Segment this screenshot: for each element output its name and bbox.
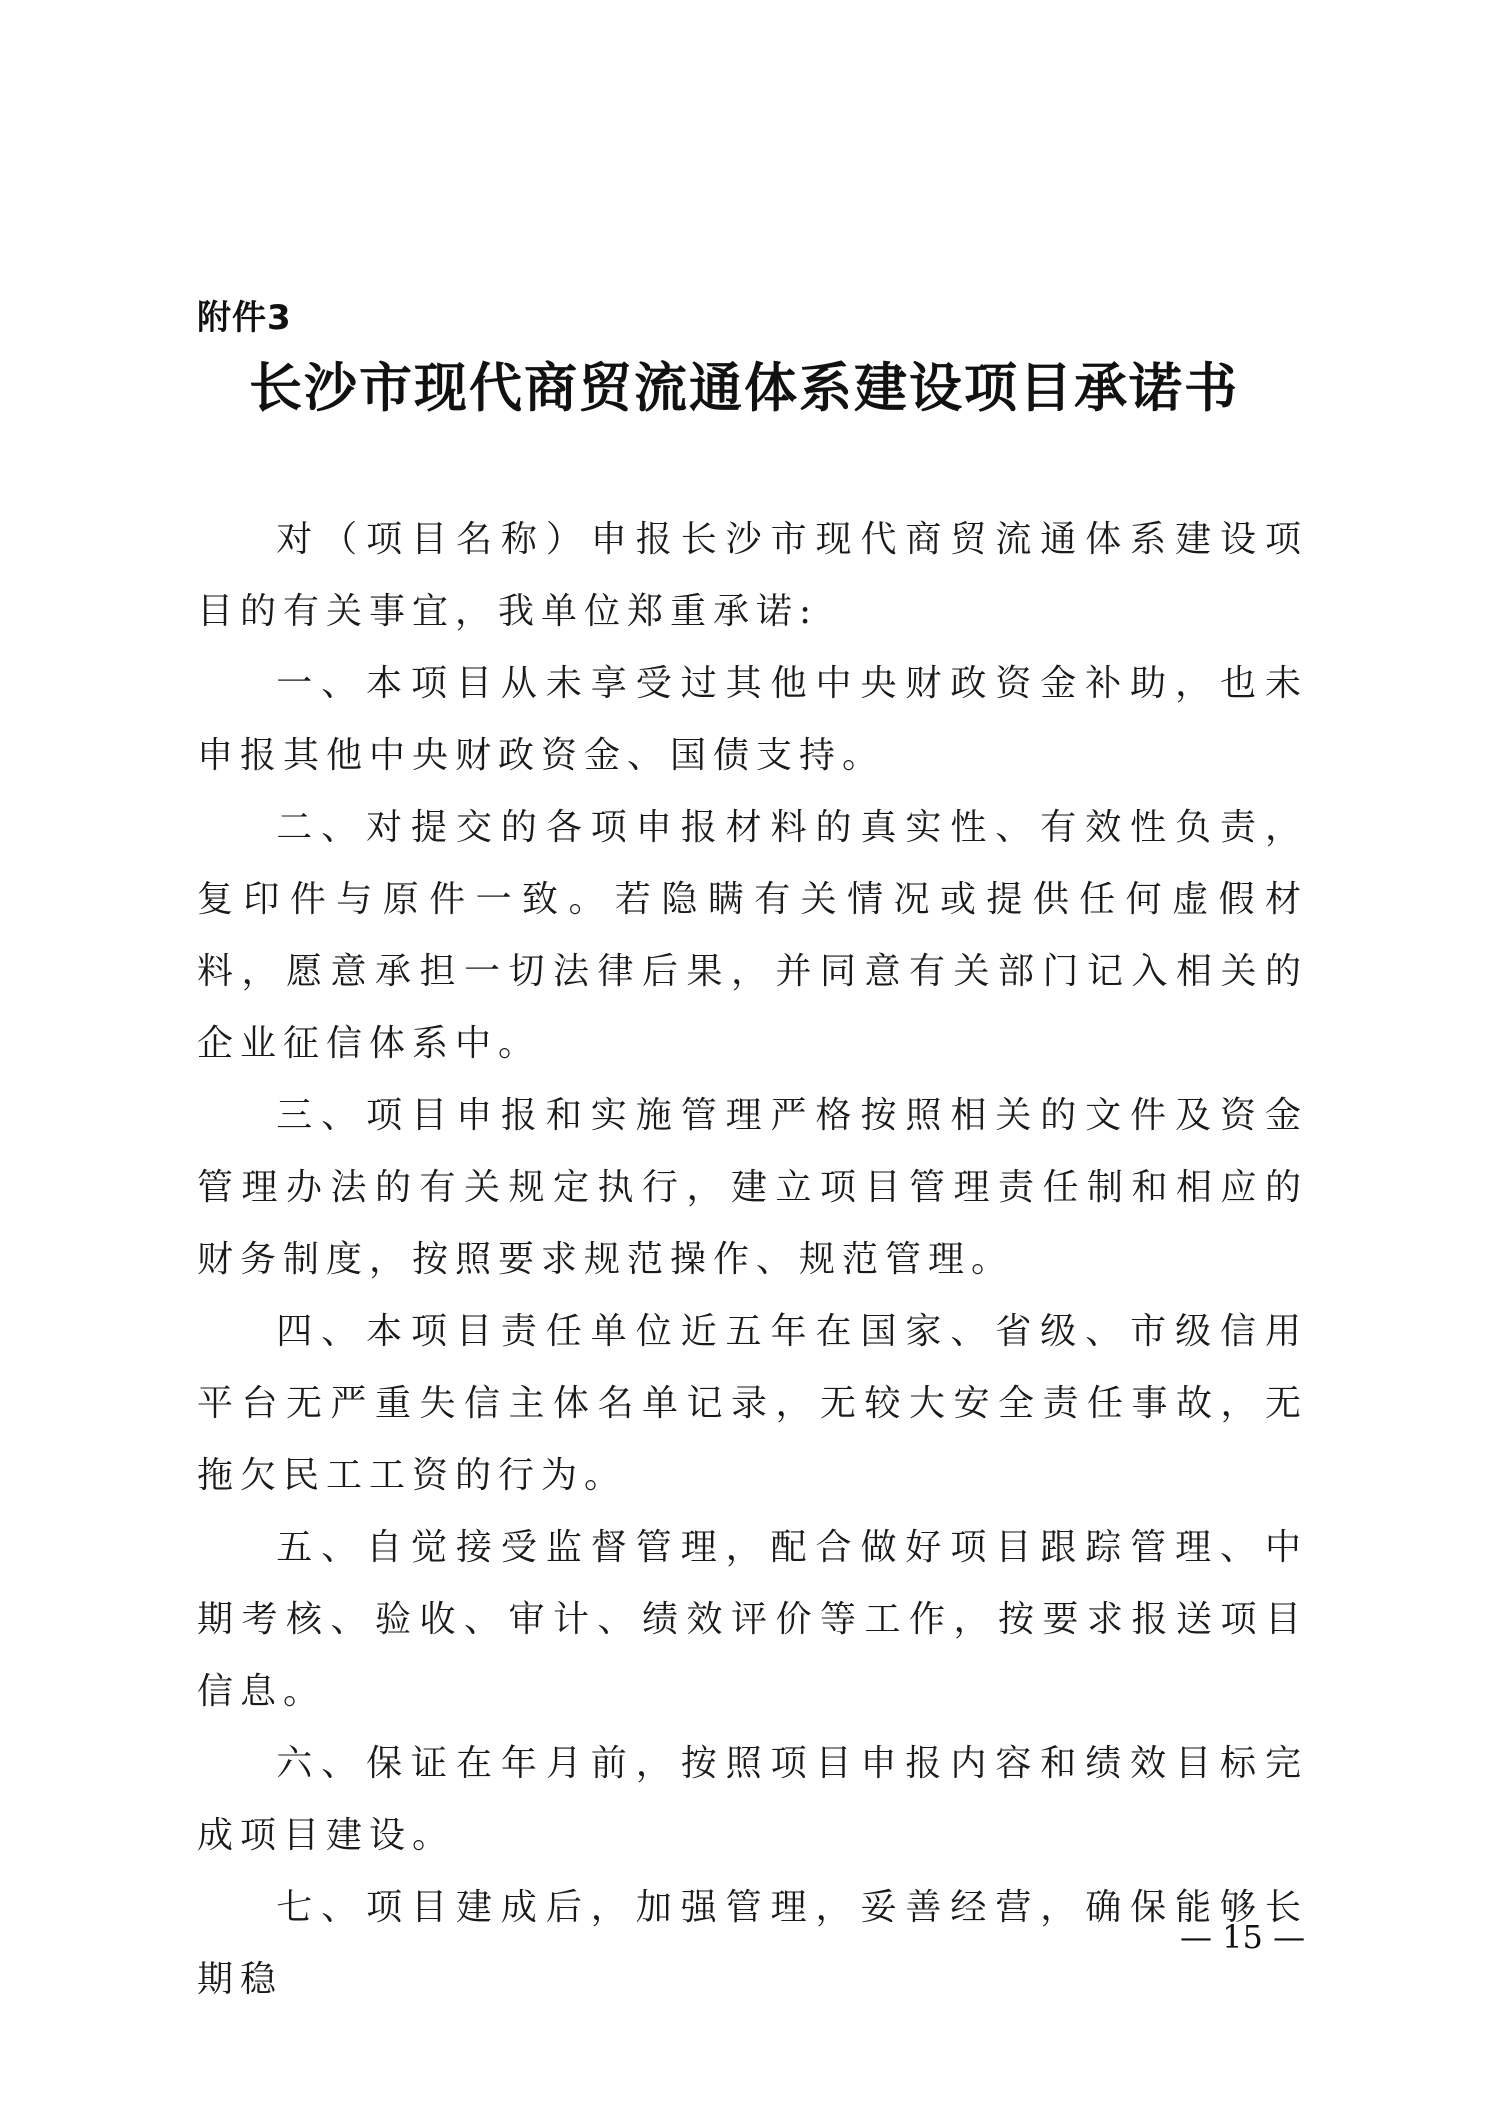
page-number: — 15 — (1180, 1918, 1306, 1956)
paragraph-commitment-3: 三、项目申报和实施管理严格按照相关的文件及资金管理办法的有关规定执行，建立项目管理责任制和相应的财务制度，按照要求规范操作、规范管理。 (197, 1095, 1308, 1280)
paragraph-commitment-2: 二、对提交的各项申报材料的真实性、有效性负责，复印件与原件一致。若隐瞒有关情况或提供任何虚假材料，愿意承担一切法律后果，并同意有关部门记入相关的企业征信体系中。 (197, 807, 1308, 1064)
document-title: 长沙市现代商贸流通体系建设项目承诺书 (249, 357, 1239, 419)
document-body (197, 504, 1308, 2016)
paragraph-intro: 对（项目名称）申报长沙市现代商贸流通体系建设项目的有关事宜，我单位郑重承诺: (197, 519, 1308, 632)
paragraph-commitment-6: 六、保证在年月前，按照项目申报内容和绩效目标完成项目建设。 (197, 1743, 1308, 1856)
paragraph-commitment-5: 五、自觉接受监督管理，配合做好项目跟踪管理、中期考核、验收、审计、绩效评价等工作，按要求报送项目信息。 (197, 1527, 1308, 1712)
paragraph-commitment-7: 七、项目建成后，加强管理，妥善经营，确保能够长期稳 (197, 1887, 1308, 2000)
paragraph-commitment-4: 四、本项目责任单位近五年在国家、省级、市级信用平台无严重失信主体名单记录，无较大安全责任事故，无拖欠民工工资的行为。 (197, 1311, 1308, 1496)
paragraph-commitment-1: 一、本项目从未享受过其他中央财政资金补助，也未申报其他中央财政资金、国债支持。 (197, 663, 1308, 776)
attachment-label: 附件3 (197, 298, 292, 338)
